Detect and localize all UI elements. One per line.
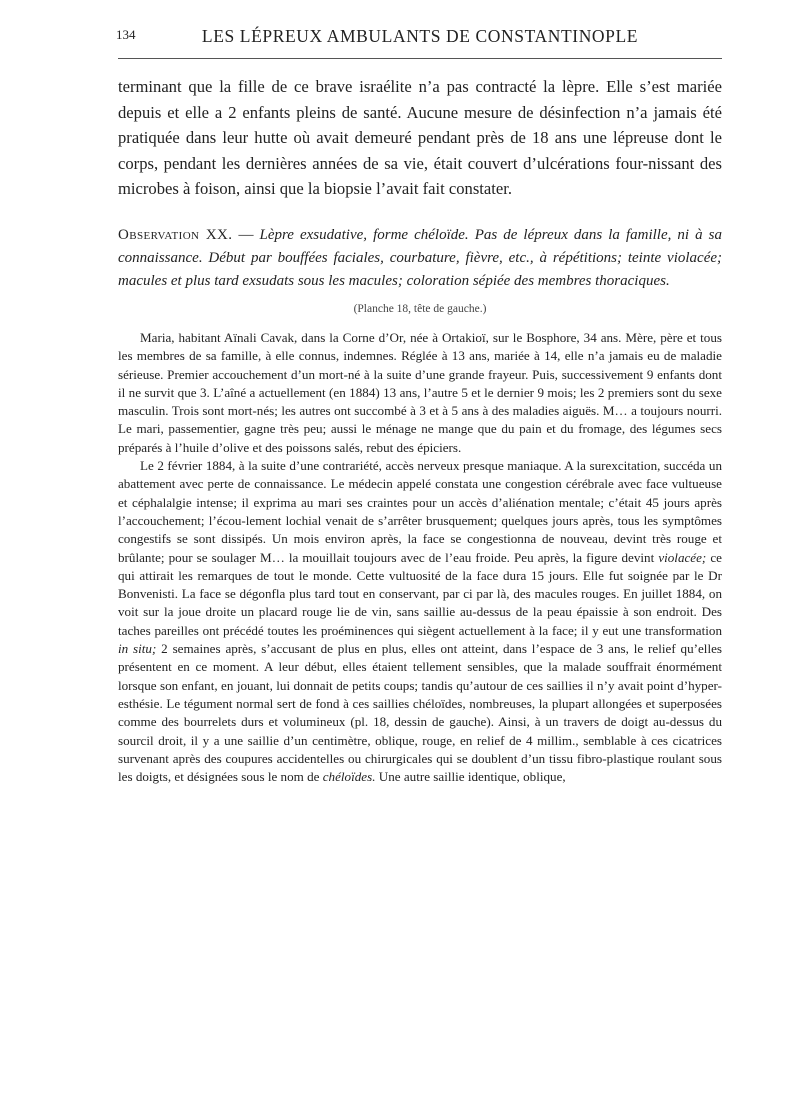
italic-term: violacée; — [658, 549, 707, 565]
paragraph-patient-history: Maria, habitant Aïnali Cavak, dans la Corne d’Or, née à Ortakioï, sur le Bosphore, 34 ans. Mère, père et tous les membres de sa famille, à elle connus, indemnes. Réglée à 13 ans, mariée à 14, elle n’a jamais eu de maladie sérieuse. Premier accouchement d’un mort-né à la suite d’une grande frayeur. Puis, successivement 9 enfants dont il ne survit que 3. L’aîné a actuellement (en 1884) 13 ans, l’autre 5 et le dernier 9 mois; les 2 premiers sont du sexe masculin. Trois sont mort-nés; les autres ont succombé à 3 et à 5 ans à des maladies aiguës. M… a toujours nourri. Le mari, passementier, gagne très peu; aussi le ménage ne mange que du pain et du fromage, des légumes secs préparés à l’huile d’olive et des poissons salés, rebut des épiciers. — [118, 329, 722, 455]
paragraph-disease-course — [118, 457, 722, 786]
lead-paragraph: terminant que la fille de ce brave israélite n’a pas contracté la lèpre. Elle s’est mariée depuis et elle a 2 enfants pleins de santé. Aucune mesure de désinfection n’a jamais été pratiquée dans leur hutte où avait demeuré pendant près de 18 ans une lépreuse dont le corps, pendant les dernières années de sa vie, était couvert d’ulcérations four-nissant des microbes à foison, ainsi que la biopsie l’avait fait constater. — [118, 77, 722, 199]
observation-heading — [118, 224, 722, 293]
italic-term: chéloïdes. — [322, 769, 376, 785]
italic-term: in situ; — [118, 641, 157, 657]
running-title: LES LÉPREUX AMBULANTS DE CONSTANTINOPLE — [201, 26, 639, 46]
text-segment: Une autre saillie identique, oblique, — [375, 769, 566, 785]
page-number: 134 — [116, 27, 136, 42]
text-segment: Le 2 février 1884, à la suite d’une contrariété, accès nerveux presque maniaque. A la surexcitation, succéda un abattement avec perte de connaissance. Le médecin appelé constata une congestion cérébrale avec face vultueuse et céphalalgie intense; il exprima au mari ses craintes pour un accès d’aliénation mentale; c’était 45 jours après l’accouchement; l’écou-lement lochial venait de s’arrêter brusquement; quelques jours après, tous les symptômes congestifs se sont dissipés. Un mois environ après, la face se congestionna de nouveau, devint très rouge et brûlante; pour se soulager M… la mouillait toujours avec de l’eau froide. Peu après, la figure devint — [118, 458, 722, 565]
text-segment: ce qui attirait les remarques de tout le monde. Cette vultuosité de la face dura 15 jours. Elle fut soignée par le Dr Bonvenisti. La face se dégonfla plus tard tout en conservant, par ci par là, des macules rouges. En juillet 1884, on voit sur la joue droite un placard rouge lie de vin, sans saillie au-dessus de la peau épaissie à son endroit. Des taches pareilles ont précédé toutes les proéminences qui siègent actuellement à la face; il y eut une transformation — [118, 549, 722, 638]
book-page — [118, 0, 722, 786]
observation-title: Lèpre exsudative, forme chéloïde. Pas de lépreux dans la famille, ni à sa connaissance. Début par bouffées faciales, courbature, fièvre, etc., à répétitions; teinte violacée; macules et plus tard exsudats sous les macules; coloration sépiée des membres thoraciques. — [118, 226, 722, 289]
observation-label: Observation XX. — [118, 226, 233, 243]
plate-reference: (Planche 18, tête de gauche.) — [353, 302, 487, 315]
observation-dash: — — [232, 226, 260, 243]
page-header — [118, 26, 722, 59]
text-segment: 2 semaines après, s’accusant de plus en plus, elles ont atteint, dans l’espace de 3 ans, le relief qu’elles présentent en ce moment. A leur début, elles étaient tellement sensibles, que la malade souffrait énormément lorsque son enfant, en jouant, lui donnait de petits coups; tandis qu’autour de ces saillies il n’y avait point d’hyper-esthésie. Le tégument normal sert de fond à ces saillies chéloïdes, nombreuses, la plupart allongées et superposées comme des bourrelets durs et volumineux (pl. 18, dessin de gauche). Ainsi, à un travers de doigt au-dessus du sourcil droit, il y a une saillie d’un centimètre, oblique, rouge, en relief de 4 millim., semblable à ces cicatrices survenant après des coupures accidentelles ou chirurgicales qui se doublent d’un tissu fibro-plastique roulant sous les doigts, et désignées sous le nom de — [118, 641, 722, 785]
